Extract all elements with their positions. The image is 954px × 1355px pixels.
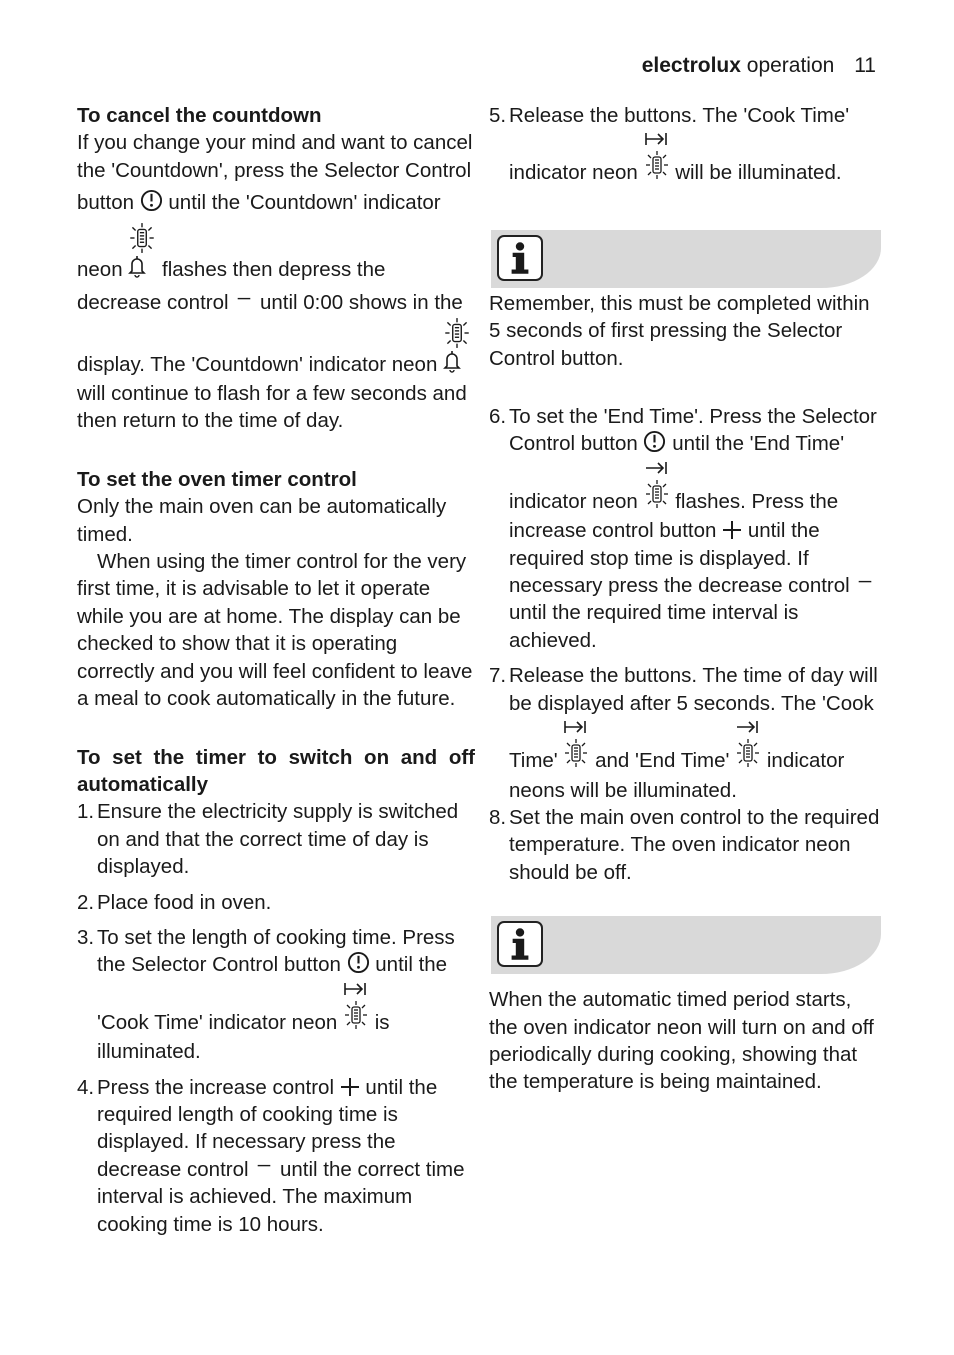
minus-icon <box>855 576 875 590</box>
text-span: If you change your mind and want to cancel the 'Countdown', press the Selector Control button <box>77 131 473 215</box>
page-header <box>642 52 876 80</box>
cook-time-icon <box>343 979 369 1038</box>
step-number: 7. <box>489 664 507 688</box>
end-time-icon <box>735 717 761 776</box>
minus-icon <box>234 293 254 307</box>
oven-timer-paragraph-2: When using the timer control for the very first time, it is advisable to let it operate while you are at home. The display can be checked to show that it is operating correctly and you will feel confident to leave a meal to cook automatically in the future. <box>77 550 473 711</box>
section-name: operation <box>746 54 835 77</box>
oven-timer-heading: To set the oven timer control <box>77 467 357 491</box>
text-span: To set the length of cooking time. Press the Selector Control button <box>97 925 455 977</box>
text-span: until the 'Cook Time' indicator neon <box>97 953 448 1034</box>
list-item <box>489 804 881 886</box>
step-number: 8. <box>489 805 507 829</box>
info-note-banner <box>491 916 881 974</box>
step-number: 6. <box>489 405 507 429</box>
text-span: flashes then depress the decrease control <box>77 258 386 315</box>
list-item <box>489 662 881 804</box>
step-text <box>97 1074 475 1238</box>
end-time-icon <box>644 458 670 517</box>
cancel-countdown-heading: To cancel the countdown <box>77 104 322 127</box>
step-text <box>509 403 881 654</box>
info-icon <box>497 235 543 281</box>
cancel-countdown-text <box>77 129 475 434</box>
list-item <box>489 102 881 189</box>
text-span: To set the 'End Time'. Press the Selector Control button <box>509 405 877 456</box>
step-number: 5. <box>489 104 507 127</box>
text-span: until the required stop time is displayed. If necessary press the decrease control <box>509 519 850 598</box>
text-span: Release the buttons. The 'Cook Time' indicator neon <box>509 104 850 185</box>
page-number: 11 <box>854 54 876 77</box>
cook-time-icon <box>563 717 589 776</box>
countdown-bell-icon <box>128 222 156 285</box>
step-text: Set the main oven control to the required temperature. The oven indicator neon should be off. <box>509 805 880 884</box>
text-span: until the required length of cooking time is displayed. If necessary press the decrease control <box>97 1075 438 1181</box>
text-span: until 0:00 shows in the display. The 'Countdown' indicator neon <box>77 291 463 376</box>
list-item <box>77 889 475 916</box>
info-note-text: When the automatic timed period starts, the oven indicator neon will turn on and off periodically during cooking, showing that the temperature is being maintained. <box>489 988 874 1094</box>
list-item <box>77 1074 475 1238</box>
list-item <box>77 798 475 880</box>
right-column <box>489 102 881 1096</box>
text-span: will be illuminated. <box>675 161 842 185</box>
step-number: 2. <box>77 890 95 914</box>
text-span: Release the buttons. The time of day will be displayed after 5 seconds. The 'Cook Time' <box>509 664 878 773</box>
power-button-icon <box>347 951 370 974</box>
text-span: and 'End Time' <box>595 749 730 773</box>
text-span: indicator neons will be illuminated. <box>509 749 845 802</box>
step-text <box>97 924 475 1066</box>
text-span: Press the increase control <box>97 1075 335 1099</box>
cook-time-icon <box>644 129 670 188</box>
left-column <box>77 102 475 1238</box>
countdown-bell-icon <box>443 317 471 380</box>
text-span: until the 'Countdown' indicator neon <box>77 191 441 282</box>
brand-name: electrolux <box>641 54 741 77</box>
info-note-text: Remember, this must be completed within 5 seconds of first pressing the Selector Control button. <box>489 291 870 370</box>
step-text: Ensure the electricity supply is switched on and that the correct time of day is displayed. <box>97 800 459 879</box>
text-span: until the required time interval is achieved. <box>509 601 799 652</box>
step-number: 3. <box>77 925 95 949</box>
text-span: will continue to flash for a few seconds and then return to the time of day. <box>77 382 467 433</box>
text-span: flashes. Press the increase control button <box>509 489 839 543</box>
step-text <box>509 662 881 804</box>
power-button-icon <box>140 189 163 212</box>
info-icon <box>497 921 543 967</box>
text-span: until the 'End Time' indicator neon <box>509 432 845 513</box>
minus-icon <box>254 1160 274 1174</box>
text-span: is illuminated. <box>97 1010 390 1064</box>
step-text <box>509 102 881 189</box>
list-item <box>489 403 881 654</box>
plus-icon <box>340 1077 360 1097</box>
plus-icon <box>722 520 742 540</box>
step-number: 4. <box>77 1075 95 1099</box>
text-span: until the correct time interval is achieved. The maximum cooking time is 10 hours. <box>97 1157 465 1236</box>
power-button-icon <box>643 430 666 453</box>
oven-timer-paragraph-1: Only the main oven can be automatically timed. <box>77 495 447 546</box>
step-number: 1. <box>77 800 95 824</box>
step-text: Place food in oven. <box>97 890 272 914</box>
list-item <box>77 924 475 1066</box>
auto-timer-heading: To set the timer to switch on and off automatically <box>77 745 475 796</box>
info-note-banner <box>491 230 881 288</box>
